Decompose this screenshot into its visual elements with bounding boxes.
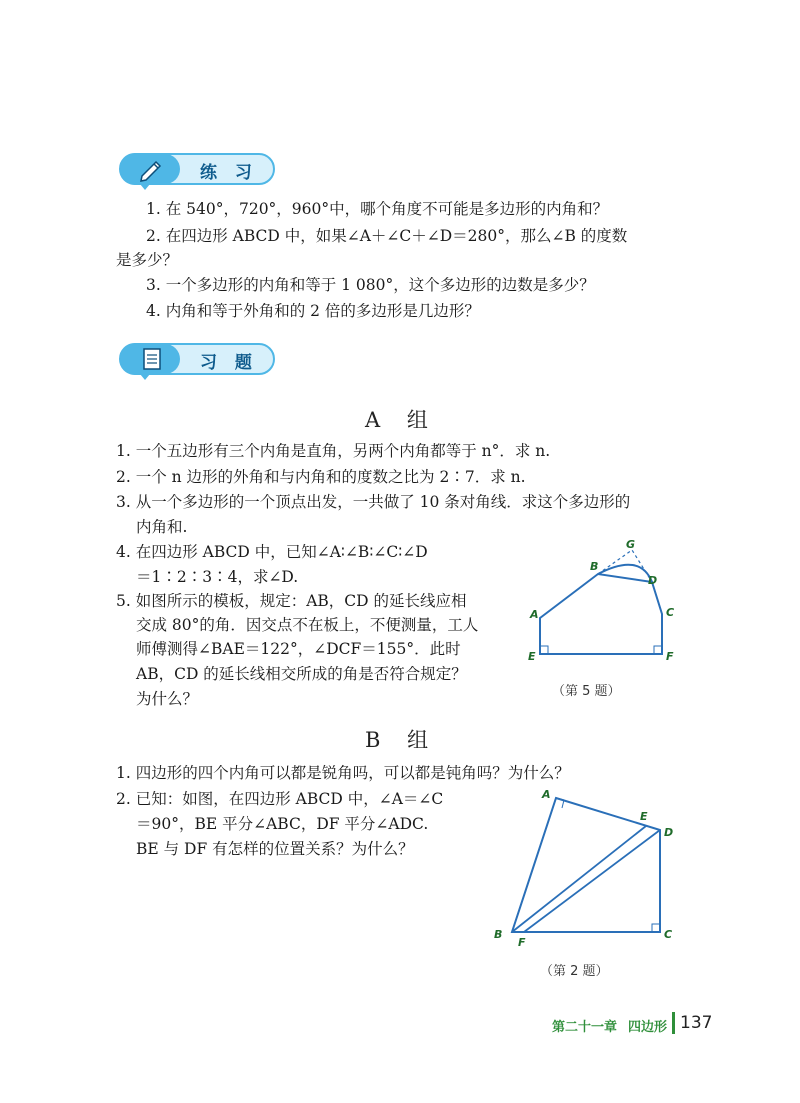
a-line-3-cont: 内角和. <box>136 518 188 536</box>
practice-item-2-cont: 是多少？ <box>116 251 179 269</box>
practice-item-1: 1. 在 540°，720°，960°中，哪个角度不可能是多边形的内角和？ <box>146 200 609 218</box>
figure-5-template <box>520 538 680 678</box>
right-angle-c <box>652 924 660 932</box>
practice-item-2: 2. 在四边形 ABCD 中，如果∠A＋∠C＋∠D＝280°，那么∠B 的度数 <box>146 227 628 245</box>
group-b-heading: B 组 <box>365 728 439 752</box>
practice-item-4: 4. 内角和等于外角和的 2 倍的多边形是几边形？ <box>146 302 480 320</box>
line-df <box>524 830 660 932</box>
a-line-2: 2. 一个 n 边形的外角和与内角和的度数之比为 2∶7．求 n. <box>116 468 526 486</box>
label-a: A <box>530 608 539 621</box>
figure-b2-quadrilateral <box>490 786 680 946</box>
label-a: A <box>542 788 551 801</box>
b-line-2-cont-2: BE 与 DF 有怎样的位置关系？为什么？ <box>136 840 414 858</box>
a-line-1: 1. 一个五边形有三个内角是直角，另两个内角都等于 n°．求 n. <box>116 442 551 460</box>
quad-outline <box>512 798 660 932</box>
right-angle-f <box>654 646 662 654</box>
exercises-banner <box>118 342 276 378</box>
label-c: C <box>664 928 673 941</box>
label-b: B <box>590 560 599 573</box>
label-e: E <box>640 810 648 823</box>
a-line-3: 3. 从一个多边形的一个顶点出发，一共做了 10 条对角线．求这个多边形的 <box>116 493 631 511</box>
figure-5-caption: （第 5 题） <box>552 684 621 699</box>
label-e: E <box>528 650 536 663</box>
practice-item-3: 3. 一个多边形的内角和等于 1 080°，这个多边形的边数是多少？ <box>146 276 595 294</box>
a-line-5: 5. 如图所示的模板，规定：AB，CD 的延长线应相 <box>116 592 467 610</box>
label-c: C <box>666 606 675 619</box>
label-d: D <box>648 574 658 587</box>
a-line-5-cont-3: AB，CD 的延长线相交所成的角是否符合规定？ <box>136 665 467 683</box>
footer-divider <box>672 1012 675 1034</box>
label-d: D <box>664 826 674 839</box>
template-arc <box>598 565 652 582</box>
right-angle-e <box>540 646 548 654</box>
a-line-5-cont-4: 为什么？ <box>136 690 199 708</box>
exercises-title: 习 题 <box>200 353 258 373</box>
label-f: F <box>666 650 674 663</box>
a-line-4: 4. 在四边形 ABCD 中，已知∠A∶∠B∶∠C∶∠D <box>116 543 428 561</box>
label-b: B <box>494 928 503 941</box>
b-line-1: 1. 四边形的四个内角可以都是锐角吗，可以都是钝角吗？为什么？ <box>116 764 570 782</box>
b-line-2-cont-1: ＝90°，BE 平分∠ABC，DF 平分∠ADC. <box>136 815 429 833</box>
footer-chapter: 第二十一章 <box>552 1020 618 1035</box>
right-angle-a <box>556 798 564 808</box>
practice-banner <box>118 152 276 188</box>
line-be <box>512 826 646 932</box>
footer-section: 四边形 <box>628 1020 668 1035</box>
page-number: 137 <box>680 1013 713 1033</box>
a-line-5-cont-2: 师傅测得∠BAE＝122°，∠DCF＝155°．此时 <box>136 640 461 658</box>
template-outline <box>540 574 662 654</box>
group-a-heading: A 组 <box>365 408 438 432</box>
label-g: G <box>626 538 636 551</box>
b-line-2: 2. 已知：如图，在四边形 ABCD 中，∠A＝∠C <box>116 790 444 808</box>
label-f: F <box>518 936 526 946</box>
practice-title: 练 习 <box>200 163 258 183</box>
figure-b2-caption: （第 2 题） <box>540 964 609 979</box>
a-line-5-cont-1: 交成 80°的角．因交点不在板上，不便测量，工人 <box>136 616 479 634</box>
a-line-4-cont: ＝1∶2∶3∶4，求∠D. <box>136 568 299 586</box>
